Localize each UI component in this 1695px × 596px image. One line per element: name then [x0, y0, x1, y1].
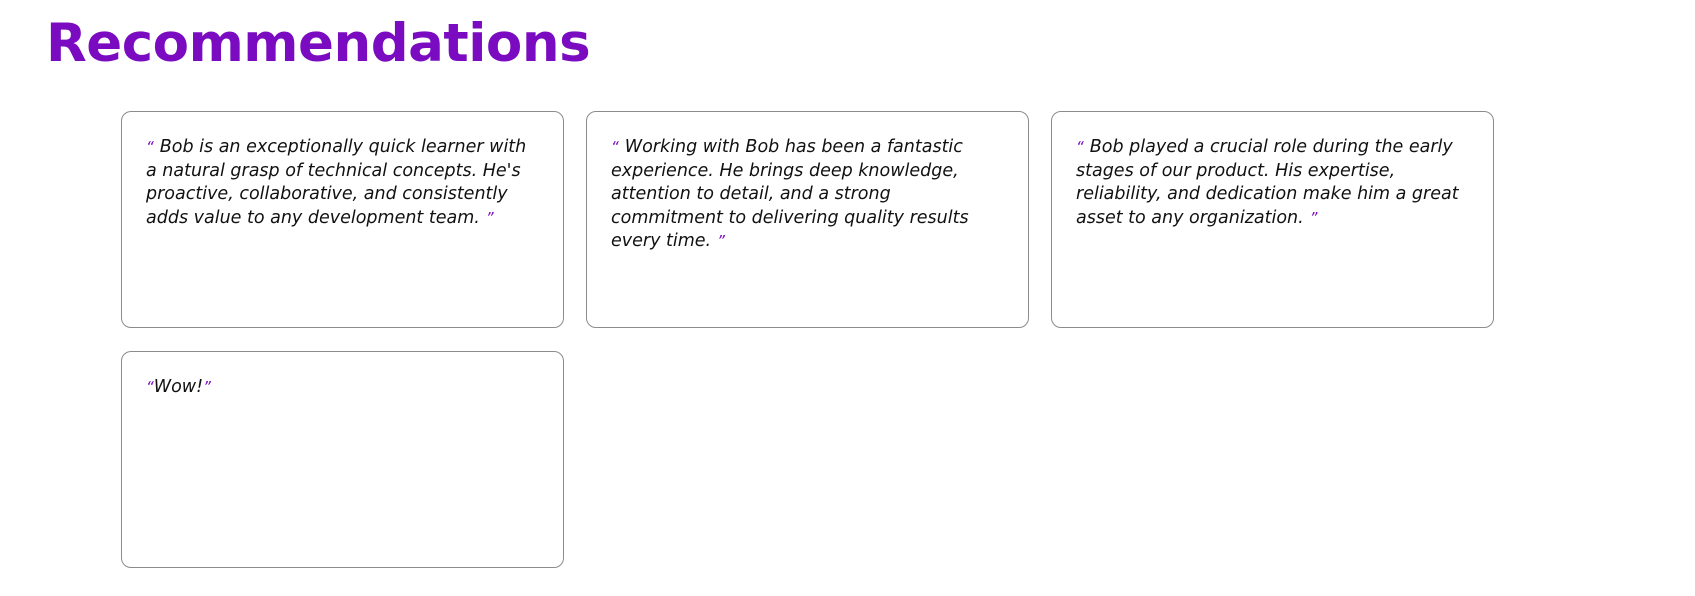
- recommendation-text: Bob played a crucial role during the early stages of our product. His expertise, reliability, and dedication make him a great asset to any organization.: [1076, 137, 1459, 228]
- recommendation-text: Working with Bob has been a fantastic experience. He brings deep knowledge, attention to detail, and a strong commitment to delivering quality results every time.: [611, 137, 969, 251]
- open-quote-icon: “: [146, 138, 154, 156]
- recommendation-quote: [1076, 136, 1469, 230]
- recommendation-quote: [146, 376, 539, 400]
- recommendation-text: Bob is an exceptionally quick learner with a natural grasp of technical concepts. He's proactive, collaborative, and consistently adds value to any development team.: [146, 137, 527, 228]
- recommendation-card: [1051, 111, 1494, 328]
- open-quote-icon: “: [146, 378, 154, 396]
- open-quote-icon: “: [611, 138, 619, 156]
- recommendation-text: Wow!: [153, 377, 204, 397]
- page-title: Recommendations: [46, 13, 591, 74]
- recommendation-card: [121, 351, 564, 568]
- recommendation-quote: [146, 136, 539, 230]
- close-quote-icon: ”: [717, 232, 725, 250]
- close-quote-icon: ”: [485, 208, 494, 227]
- open-quote-icon: “: [1076, 138, 1084, 156]
- recommendation-card: [121, 111, 564, 328]
- close-quote-icon: ”: [203, 378, 211, 396]
- close-quote-icon: ”: [1309, 208, 1318, 227]
- recommendation-card: [586, 111, 1029, 328]
- recommendation-quote: [611, 136, 1004, 254]
- recommendations-grid: [121, 111, 1571, 568]
